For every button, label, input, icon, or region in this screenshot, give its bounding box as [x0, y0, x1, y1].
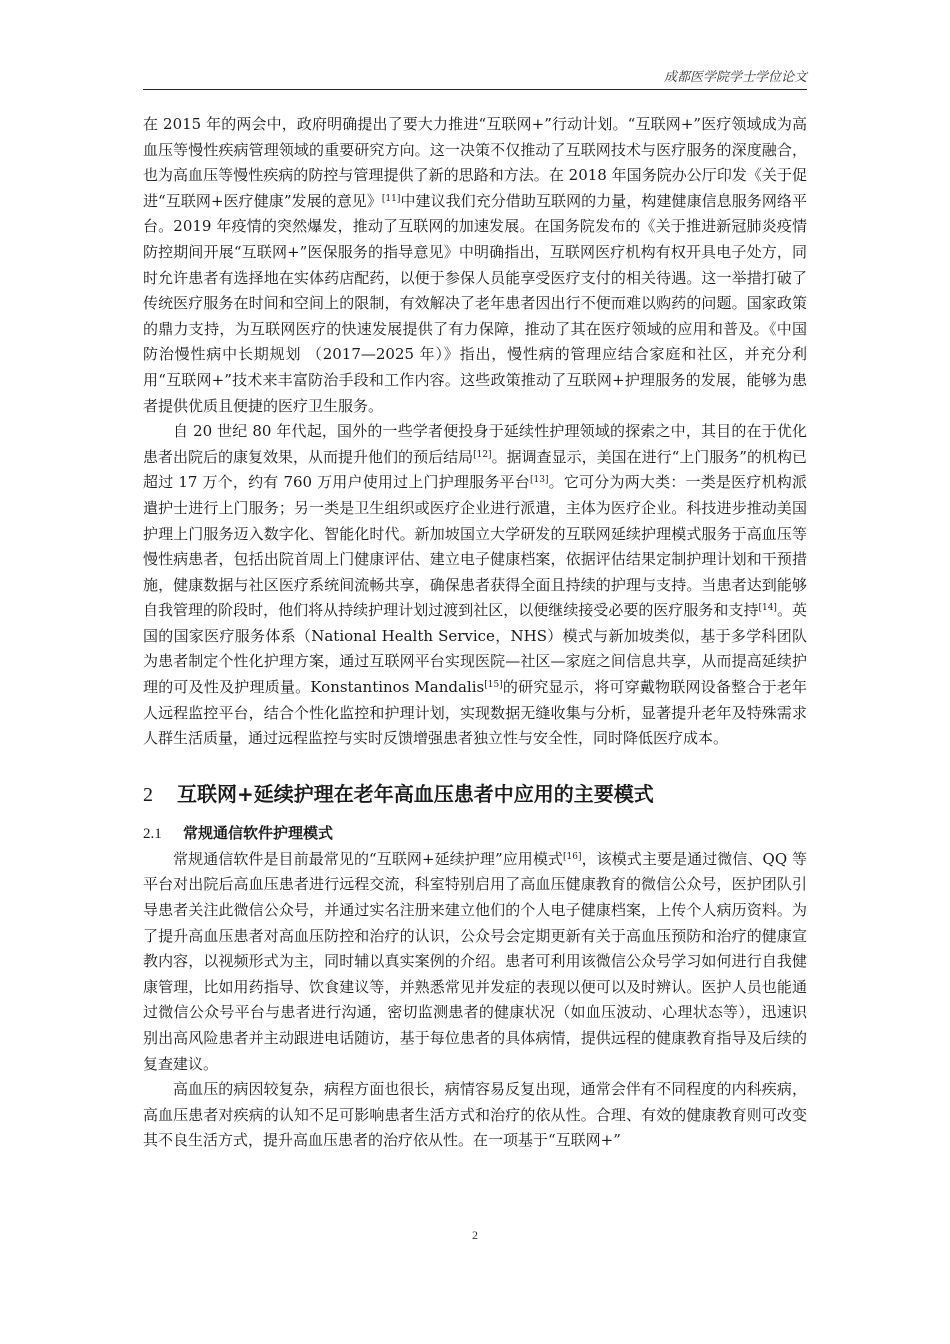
text-run: 中建议我们充分借助互联网的力量，构建健康信息服务网络平台。2019 年疫情的突然爆发，推动了互联网的加速发展。在国务院发布的《关于推进新冠肺炎疫情防控期间开展“互联网+”医保服务的指导意见》中明确指出，互联网医疗机构有权开具电子处方，同时允许患者有选择地在实体药店配药，以便于参保人员能享受医疗支付的相关待遇。这一举措打破了传统医疗服务在时间和空间上的限制，有效解决了老年患者因出行不便而难以购药的问题。国家政策的鼎力支持，为互联网医疗的快速发展提供了有力保障，推动了其在医疗领域的应用和普及。《中国防治慢性病中长期规划 （2017—2025 年）》指出，慢性病的管理应结合家庭和社区，并充分利用“互联网+”技术来丰富防治手段和工作内容。这些政策推动了互联网+护理服务的发展，能够为患者提供优质且便捷的医疗卫生服务。 — [143, 191, 807, 415]
section-2-1-paragraph-1 — [143, 847, 807, 1077]
running-header: 成都医学院学士学位论文 — [663, 70, 807, 85]
citation: [16] — [563, 851, 582, 862]
text-run: 。它可分为两大类：一类是医疗机构派遣护士进行上门服务；另一类是卫生组织或医疗企业进行派遣，主体为医疗企业。科技进步推动美国护理上门服务迈入数字化、智能化时代。新加坡国立大学研发的互联网延续护理模式服务于高血压等慢性病患者，包括出院首周上门健康评估、建立电子健康档案，依据评估结果定制护理计划和干预措施，健康数据与社区医疗系统间流畅共享，确保患者获得全面且持续的护理与支持。当患者达到能够自我管理的阶段时，他们将从持续护理计划过渡到社区，以便继续接受必要的医疗服务和支持 — [143, 473, 807, 620]
page-body — [143, 112, 807, 1154]
intro-paragraph-1 — [143, 112, 807, 419]
citation: [12] — [473, 449, 492, 460]
subsection-heading-2-1 — [143, 821, 807, 847]
page-number: 2 — [472, 1228, 478, 1242]
section-heading-2 — [143, 778, 807, 807]
text-run: 的研究显示，将可穿戴物联网设备整合于老年人远程监控平台，结合个性化监控和护理计划，实现数据无缝收集与分析，显著提升老年及特殊需求人群生活质量，通过远程监控与实时反馈增强患者独立性与安全性，同时降低医疗成本。 — [143, 678, 807, 748]
citation: [15] — [484, 680, 503, 691]
intro-paragraph-2 — [143, 419, 807, 752]
section-2-1-paragraph-2: 高血压的病因较复杂，病程方面也很长，病情容易反复出现，通常会伴有不同程度的内科疾病，高血压患者对疾病的认知不足可影响患者生活方式和治疗的依从性。合理、有效的健康教育则可改变其不良生活方式，提升高血压患者的治疗依从性。在一项基于“互联网+” — [143, 1080, 807, 1150]
subsection-title: 常规通信软件护理模式 — [183, 823, 334, 842]
text-run: 在 2015 年的两会中，政府明确提出了要大力推进“互联网+”行动计划。“互联网+”医疗领域成为高血压等慢性疾病管理领域的重要研究方向。这一决策不仅推动了互联网技术与医疗服务的深度融合，也为高血压等慢性疾病的防控与管理提供了新的思路和方法。在 2018 年国务院办公厅印发《关于促进“互联网+医疗健康”发展的意见》 — [143, 115, 807, 210]
text-run: 。英国的国家医疗服务体系（National Health Service，NHS）模式与新加坡类似，基于多学科团队为患者制定个性化护理方案，通过互联网平台实现医院—社区—家庭之间信息共享，从而提高延续护理的可及性及护理质量。Konstantinos Mandalis — [143, 601, 807, 697]
citation: [14] — [758, 603, 777, 614]
subsection-number: 2.1 — [143, 825, 162, 842]
citation: [13] — [529, 475, 549, 486]
text-run: 常规通信软件是目前最常见的“互联网+延续护理”应用模式 — [173, 849, 564, 868]
text-run: ，该模式主要是通过微信、QQ 等平台对出院后高血压患者进行远程交流，科室特别启用了高血压健康教育的微信公众号，医护团队引导患者关注此微信公众号，并通过实名注册来建立他们的个人电子健康档案，上传个人病历资料。为了提升高血压患者对高血压防控和治疗的认识，公众号会定期更新有关于高血压预防和治疗的健康宣教内容，以视频形式为主，同时辅以真实案例的介绍。患者可利用该微信公众号学习如何进行自我健康管理，比如用药指导、饮食建议等，并熟悉常见并发症的表现以便可以及时辨认。医护人员也能通过微信公众号平台与患者进行沟通，密切监测患者的健康状况（如血压波动、心理状态等），迅速识别出高风险患者并主动跟进电话随访，基于每位患者的具体病情，提供远程的健康教育指导及后续的复查建议。 — [143, 849, 807, 1073]
citation: [11] — [381, 193, 401, 204]
header-rule — [143, 89, 807, 90]
text-run: 自 20 世纪 80 年代起，国外的一些学者便投身于延续性护理领域的探索之中，其目的在于优化患者出院后的康复效果，从而提升他们的预后结局 — [143, 422, 807, 466]
text-run: 。据调查显示，美国在进行“上门服务”的机构已超过 17 万个，约有 760 万用户使用过上门护理服务平台 — [143, 447, 807, 492]
section-title: 互联网+延续护理在老年高血压患者中应用的主要模式 — [177, 781, 654, 806]
section-number: 2 — [143, 783, 153, 806]
